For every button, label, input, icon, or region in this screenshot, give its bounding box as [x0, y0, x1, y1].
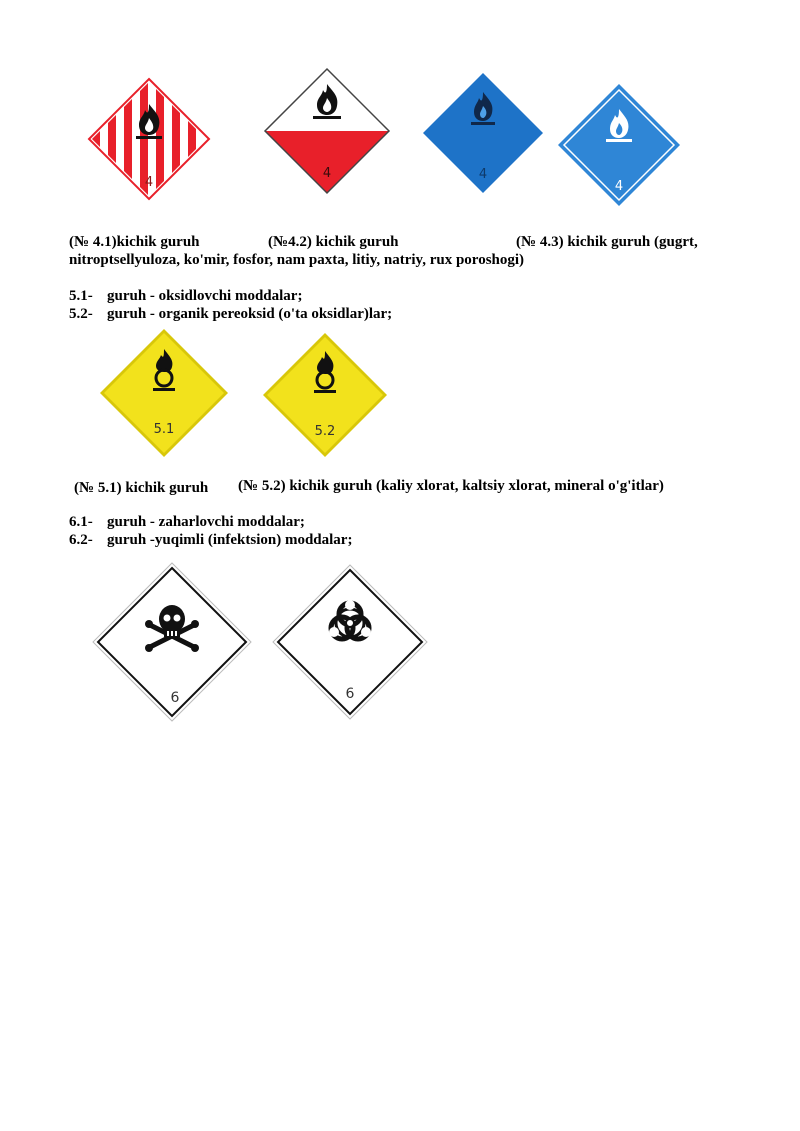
caption-4-2: (№4.2) kichik guruh: [268, 234, 399, 250]
sign-number: 4: [614, 179, 624, 194]
sign-number: 6: [170, 690, 180, 706]
caption-4-1: (№ 4.1)kichik guruh: [69, 234, 200, 250]
caption-4-3-examples: nitroptsellyuloza, ko'mir, fosfor, nam paxta, litiy, natriy, rux poroshogi): [69, 252, 525, 268]
list-item-number: 6.2-: [69, 532, 93, 548]
list-item-6-1: [69, 513, 305, 531]
sign-number: 5.1: [153, 422, 175, 437]
sign-number: 4: [322, 166, 332, 181]
list-item-6-2: [69, 531, 352, 549]
caption-5-2: (№ 5.2) kichik guruh (kaliy xlorat, kaltsiy xlorat, mineral o'g'itlar): [238, 478, 664, 494]
list-item-5-1: [69, 287, 302, 305]
caption-5-1: (№ 5.1) kichik guruh: [74, 480, 209, 496]
class-4-2-spontaneously-combustible-sign: [262, 66, 392, 196]
sign-number: 4: [478, 167, 488, 182]
caption-4-3: (№ 4.3) kichik guruh (gugrt,: [516, 234, 698, 250]
sign-number: 6: [345, 686, 355, 702]
class-4-3-dangerous-when-wet-sign-alt: [556, 82, 682, 208]
class-5-2-organic-peroxide-sign: [261, 331, 389, 459]
list-item-text: guruh - organik pereoksid (o'ta oksidlar)lar;: [107, 306, 393, 322]
list-item-number: 6.1-: [69, 514, 93, 530]
list-item-number: 5.2-: [69, 306, 93, 322]
list-item-number: 5.1-: [69, 288, 93, 304]
class-6-1-toxic-sign: [91, 561, 253, 723]
list-item-5-2: [69, 305, 392, 323]
list-item-text: guruh - oksidlovchi moddalar;: [107, 288, 303, 304]
list-item-text: guruh -yuqimli (infektsion) moddalar;: [107, 532, 353, 548]
class-5-1-oxidizer-sign: [98, 327, 230, 459]
class-4-1-flammable-solid-sign: [88, 78, 210, 200]
sign-number: 4: [144, 175, 154, 190]
class-4-3-dangerous-when-wet-sign: [421, 71, 545, 195]
class-6-2-infectious-sign: [271, 563, 429, 721]
sign-number: 5.2: [314, 424, 336, 439]
list-item-text: guruh - zaharlovchi moddalar;: [107, 514, 305, 530]
